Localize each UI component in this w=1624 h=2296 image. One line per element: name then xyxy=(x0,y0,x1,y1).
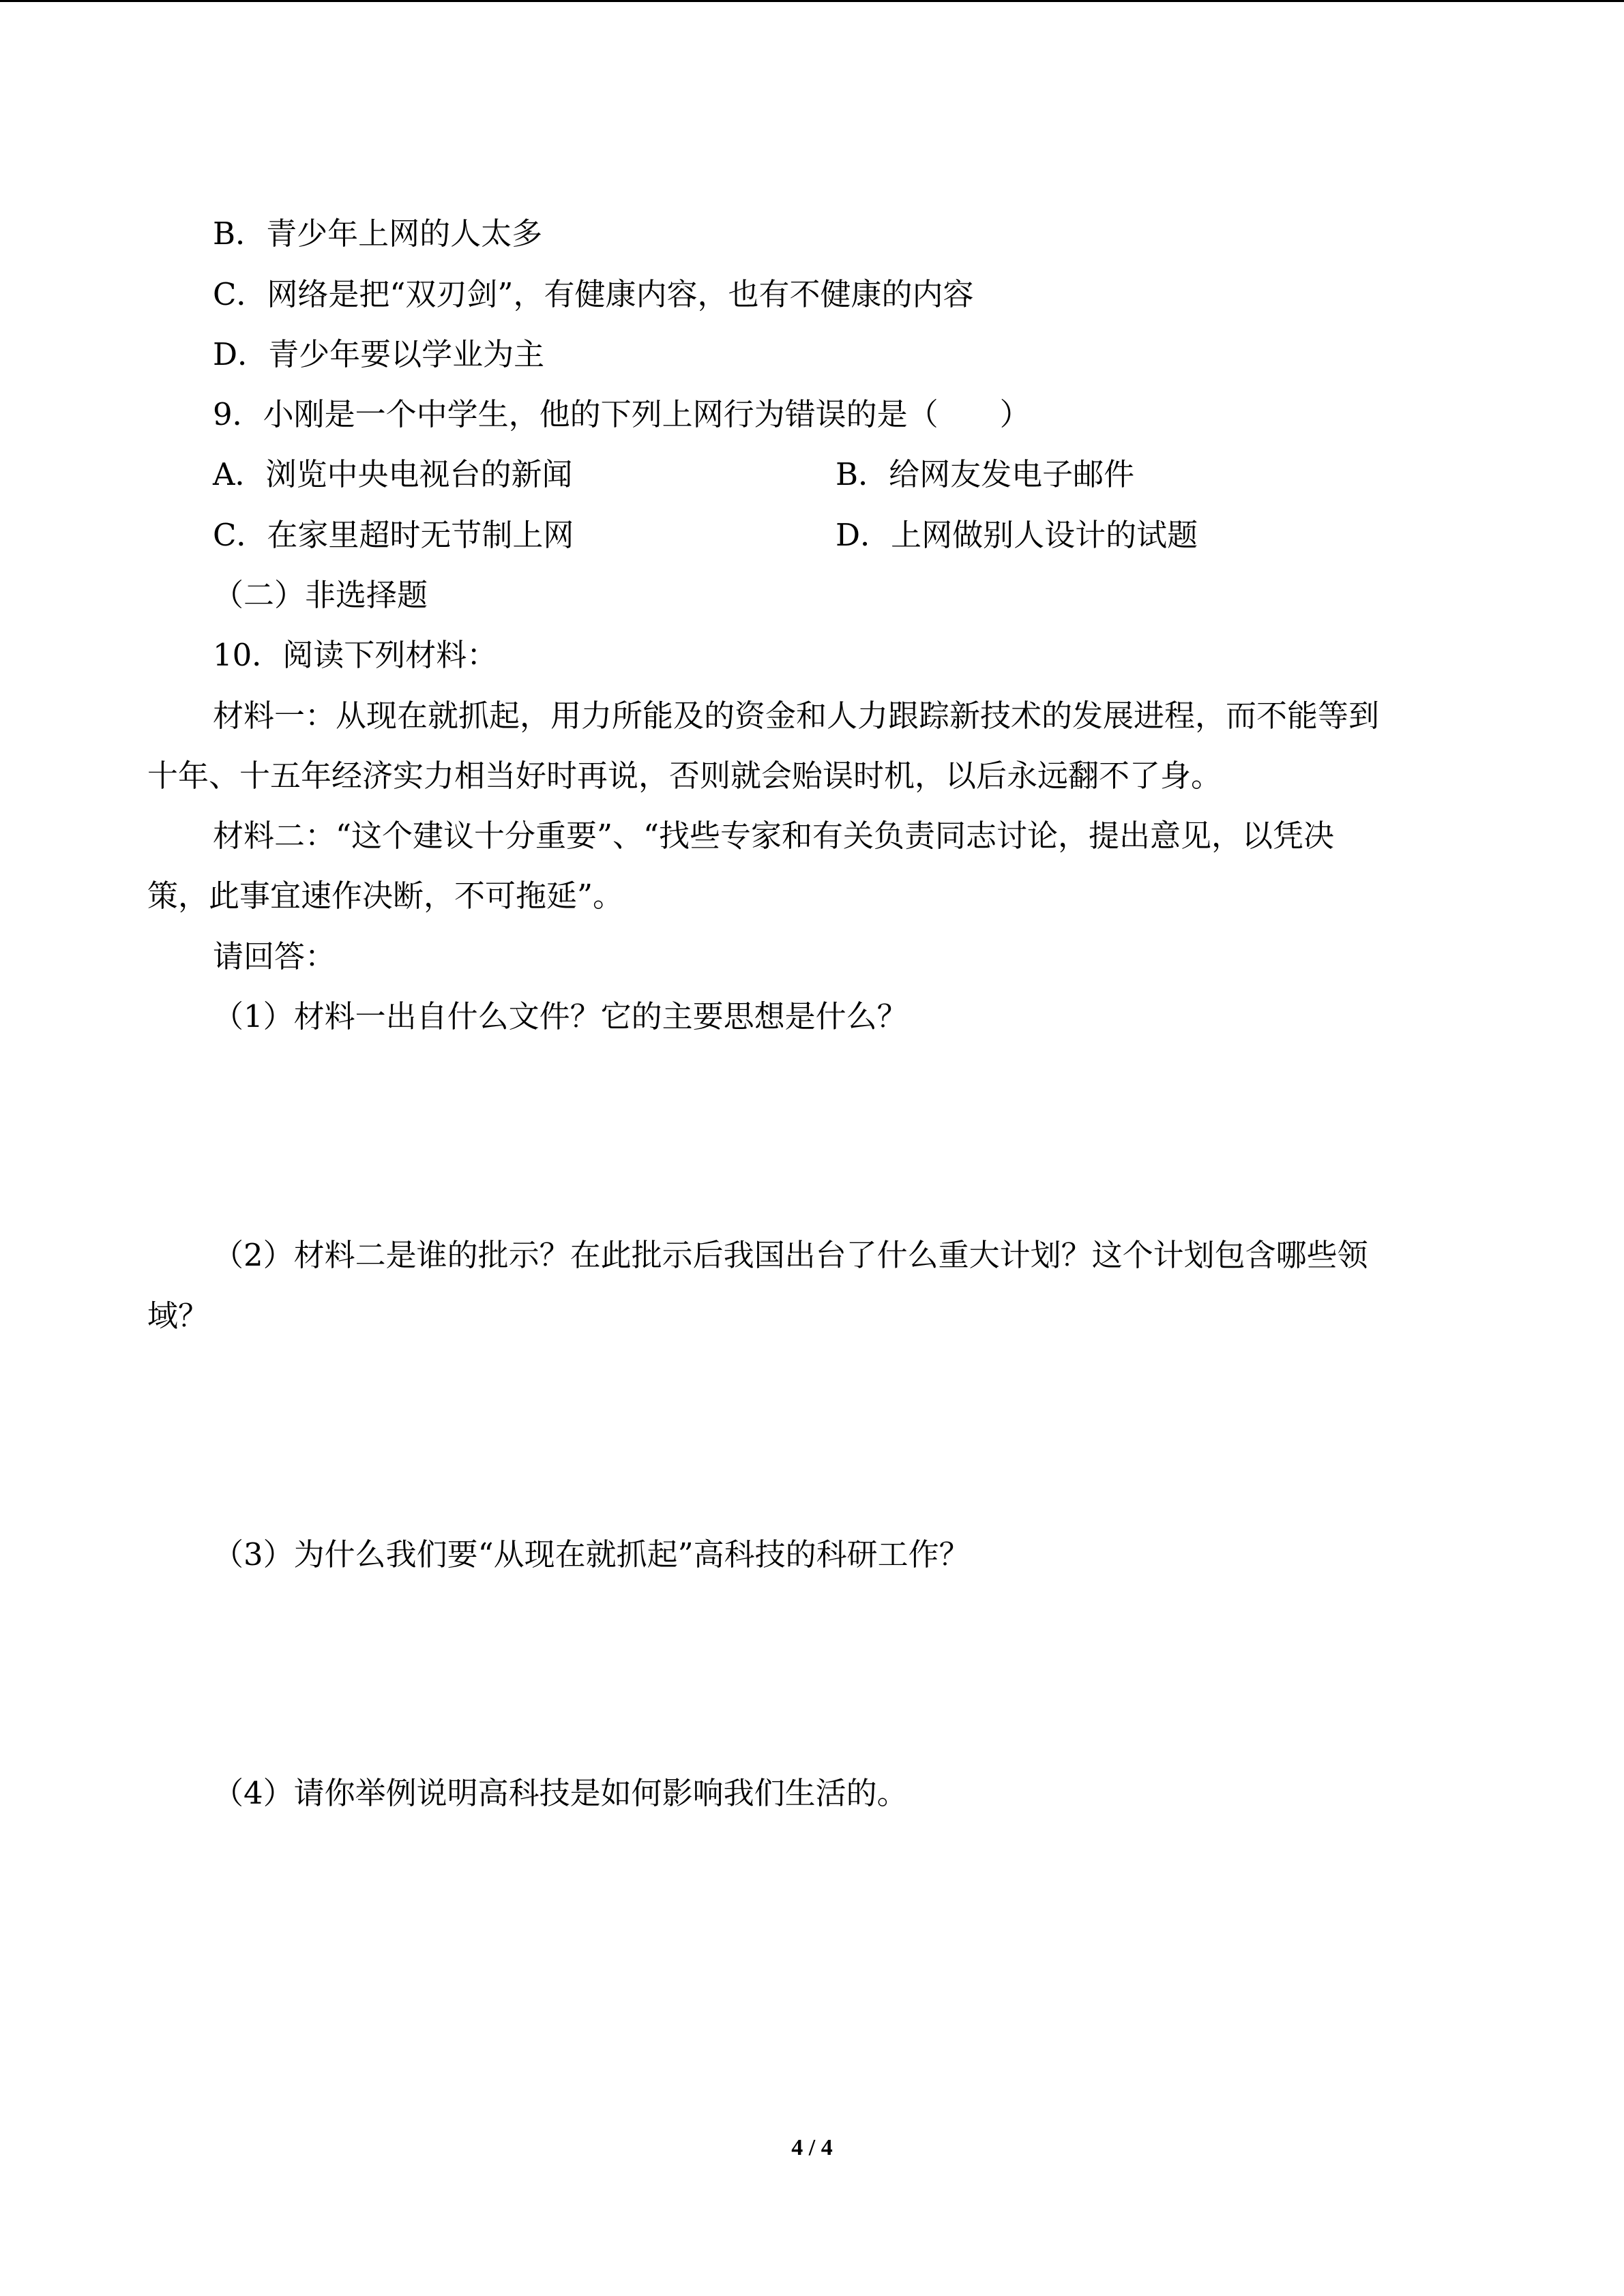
q8-option-d: D．青少年要以学业为主 xyxy=(213,336,545,372)
q10-sub3: （3）为什么我们要“从现在就抓起”高科技的科研工作？ xyxy=(213,1536,970,1572)
q10-sub4: （4）请你举例说明高科技是如何影响我们生活的。 xyxy=(213,1775,908,1811)
q10-sub1: （1）材料一出自什么文件？它的主要思想是什么？ xyxy=(213,998,908,1034)
page-number: 4 / 4 xyxy=(791,2135,833,2160)
top-border-line xyxy=(0,0,1624,2)
q9-option-a: A．浏览中央电视台的新闻 xyxy=(213,456,573,492)
q10-prompt: 请回答： xyxy=(213,938,336,974)
q10-material1-line2: 十年、十五年经济实力相当好时再说，否则就会贻误时机，以后永远翻不了身。 xyxy=(147,758,1222,794)
q10-sub2-line2: 域？ xyxy=(147,1298,209,1334)
section-heading: （二）非选择题 xyxy=(213,577,428,613)
q10-sub2-line1: （2）材料二是谁的批示？在此批示后我国出台了什么重大计划？这个计划包含哪些领 xyxy=(213,1237,1368,1273)
q8-option-b: B．青少年上网的人太多 xyxy=(213,215,543,252)
q10-material1-line1: 材料一：从现在就抓起，用力所能及的资金和人力跟踪新技术的发展进程，而不能等到 xyxy=(213,698,1380,734)
q9-option-b: B．给网友发电子邮件 xyxy=(836,456,1135,492)
q9-option-d: D．上网做别人设计的试题 xyxy=(836,517,1198,553)
q9-stem: 9．小刚是一个中学生，他的下列上网行为错误的是（ ） xyxy=(213,396,1031,432)
q10-material2-line2: 策，此事宜速作决断，不可拖延”。 xyxy=(147,878,624,914)
q10-material2-line1: 材料二：“这个建议十分重要”、“找些专家和有关负责同志讨论，提出意见，以凭决 xyxy=(213,818,1335,854)
q9-option-c: C．在家里超时无节制上网 xyxy=(213,517,574,553)
q8-option-c: C．网络是把“双刃剑”，有健康内容，也有不健康的内容 xyxy=(213,276,974,312)
q10-stem: 10．阅读下列材料： xyxy=(213,637,498,673)
